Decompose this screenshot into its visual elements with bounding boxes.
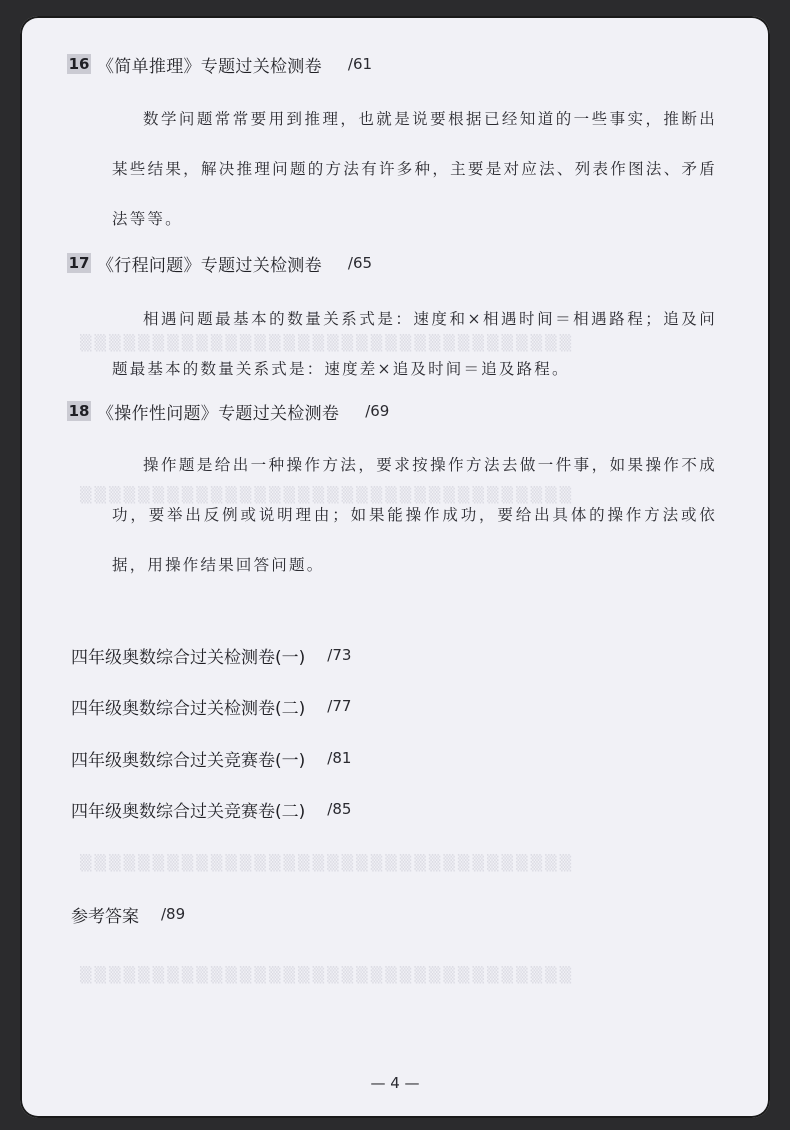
page-ref: /65 — [347, 254, 373, 272]
section-number: 16 — [68, 55, 90, 73]
entry-title: 四年级奥数综合过关检测卷(二) — [71, 698, 306, 719]
entry-title: 四年级奥数综合过关竞赛卷(二) — [71, 801, 306, 822]
section-title: 《行程问题》专题过关检测卷 — [97, 255, 322, 276]
page-ref: /81 — [327, 749, 352, 767]
page-ref: /85 — [327, 800, 352, 818]
page-number: — 4 — — [370, 1074, 420, 1092]
section-description: 操作题是给出一种操作方法，要求按操作方法去做一件事，如果操作不成功，要举出反例或说明理由；如果能操作成功，要给出具体的操作方法或依据，用操作结果回答问题。 — [112, 456, 717, 574]
page-ref: /89 — [161, 905, 186, 923]
section-description: 相遇问题最基本的数量关系式是：速度和×相遇时间＝相遇路程；追及问题最基本的数量关系式是：速度差×追及时间＝追及路程。 — [112, 310, 717, 378]
document-page — [20, 16, 770, 1118]
toc-entry-answers[interactable] — [71, 901, 185, 927]
toc-entry-16[interactable] — [67, 51, 372, 77]
section-title: 《简单推理》专题过关检测卷 — [97, 56, 322, 77]
show-through-text: ▒▒▒▒▒▒▒▒▒▒▒▒▒▒▒▒▒▒▒▒▒▒▒▒▒▒▒▒▒▒▒▒▒▒ — [80, 486, 575, 504]
page-ref: /69 — [365, 402, 390, 420]
toc-entry-summary-4[interactable] — [71, 796, 351, 822]
toc-entry-summary-3[interactable] — [71, 745, 351, 771]
toc-entry-17[interactable] — [67, 250, 372, 276]
toc-entry-summary-1[interactable] — [71, 642, 351, 668]
section-number: 18 — [68, 402, 90, 420]
page-ref: /73 — [327, 646, 352, 664]
show-through-text: ▒▒▒▒▒▒▒▒▒▒▒▒▒▒▒▒▒▒▒▒▒▒▒▒▒▒▒▒▒▒▒▒▒▒ — [80, 854, 575, 872]
entry-title: 四年级奥数综合过关竞赛卷(一) — [71, 750, 306, 771]
page-ref: /61 — [347, 55, 373, 73]
toc-entry-summary-2[interactable] — [71, 693, 351, 719]
entry-title: 参考答案 — [71, 906, 139, 927]
entry-title: 四年级奥数综合过关检测卷(一) — [71, 647, 306, 668]
show-through-text: ▒▒▒▒▒▒▒▒▒▒▒▒▒▒▒▒▒▒▒▒▒▒▒▒▒▒▒▒▒▒▒▒▒▒ — [80, 966, 575, 984]
section-description: 数学问题常常要用到推理，也就是说要根据已经知道的一些事实，推断出某些结果，解决推理问题的方法有许多种，主要是对应法、列表作图法、矛盾法等等。 — [112, 110, 717, 228]
page-ref: /77 — [327, 697, 352, 715]
show-through-text: ▒▒▒▒▒▒▒▒▒▒▒▒▒▒▒▒▒▒▒▒▒▒▒▒▒▒▒▒▒▒▒▒▒▒ — [80, 334, 575, 352]
section-title: 《操作性问题》专题过关检测卷 — [97, 403, 340, 424]
toc-entry-18[interactable] — [67, 398, 389, 424]
section-number: 17 — [68, 254, 90, 272]
